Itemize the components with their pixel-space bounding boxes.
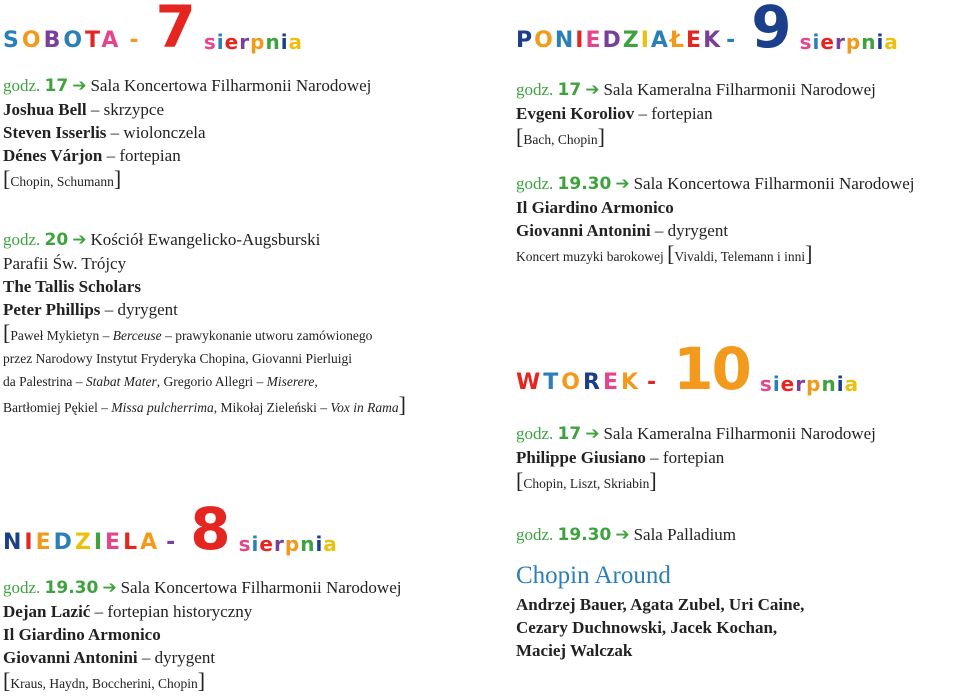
heading-letter: p [250,30,266,54]
performer-name: The Tallis Scholars [3,277,141,296]
heading-letter: Z [622,28,641,53]
heading-letter: i [876,30,885,54]
program-text: , Mikołaj Zieleński – [213,400,327,415]
event-mon-1930: godz. 19.30 ➔ Sala Koncertowa Filharmonii Narodowej Il Giardino Armonico Giovanni Antonini – dyrygent Koncert muzyki barokowej [Vivaldi, Telemann i inni] [516,174,915,266]
heading-letter: Ł [669,28,687,53]
performer-role: – skrzypce [90,100,165,119]
performer-name: Il Giardino Armonico [516,198,674,217]
month-name [800,32,899,56]
heading-letter: D [602,28,623,53]
heading-letter: S [3,28,22,53]
venue: Sala Palladium [633,525,737,544]
heading-letter: E [585,28,603,53]
time-prefix: godz. [516,174,554,193]
venue: Sala Koncertowa Filharmonii Narodowej [120,578,402,597]
heading-letter: I [640,28,651,53]
heading-letter: n [300,532,316,556]
event-time: 20 [44,230,69,250]
time-prefix: godz. [3,578,41,597]
heading-letter: K [620,370,642,395]
heading-letter: I [24,530,36,555]
month-name [239,534,338,558]
heading-letter: e [259,532,274,556]
time-prefix: godz. [516,80,554,99]
heading-letter: - [647,370,660,395]
heading-letter: - [726,28,738,53]
program-text: Koncert muzyki barokowej [516,249,664,264]
work-title: Stabat Mater [85,374,157,389]
event-sun-1930: godz. 19.30 ➔ Sala Koncertowa Filharmonii Narodowej Dejan Lazić – fortepian historyczny Il Giardino Armonico Giovanni Antonini – dyrygent [Kraus, Haydn, Boccherini, Chopin] [3,578,402,693]
heading-letter: s [799,30,813,54]
saturday-section [3,0,406,419]
month-name [204,32,303,56]
heading-letter: W [516,370,544,395]
performer-name: Giovanni Antonini [3,648,138,667]
heading-letter: i [836,372,845,396]
day-heading-sunday [3,495,401,563]
tuesday-section [516,335,876,662]
heading-letter: O [21,28,44,53]
heading-letter: E [105,530,124,555]
heading-letter: T [543,370,562,395]
day-name [516,372,659,398]
heading-letter: e [780,372,796,396]
heading-letter: s [759,372,773,396]
heading-letter: i [812,30,821,54]
performer-name: Dejan Lazić [3,602,91,621]
heading-letter: i [216,30,225,54]
heading-letter: D [53,530,75,555]
time-prefix: godz. [516,525,554,544]
day-heading-tuesday [516,335,876,403]
performer-role: – dyrygent [654,221,729,240]
event-time: 17 [557,424,582,444]
heading-letter: B [43,28,64,53]
arrow-icon: ➔ [585,424,600,444]
heading-letter: s [203,30,217,54]
arrow-icon: ➔ [615,174,630,194]
arrow-icon: ➔ [72,76,87,96]
performer-name: Peter Phillips [3,300,101,319]
venue: Sala Koncertowa Filharmonii Narodowej [90,76,372,95]
heading-letter: a [323,532,338,556]
heading-letter: r [834,30,846,54]
heading-letter: r [239,30,251,54]
performer-name: Evgeni Koroliov [516,104,635,123]
performer-role: – dyrygent [104,300,178,319]
event-time: 17 [557,80,582,100]
performer-role: – wiolonczela [110,123,206,142]
arrow-icon: ➔ [585,80,600,100]
heading-letter: T [85,28,102,53]
performer-names: Maciej Walczak [516,641,633,660]
program: Chopin, Liszt, Skriabin [523,476,650,491]
heading-letter: O [63,28,86,53]
heading-letter: i [315,532,324,556]
performer-role: – fortepian historyczny [94,602,253,621]
time-prefix: godz. [516,424,554,443]
program: Chopin, Schumann [10,174,114,189]
work-title: Berceuse [112,328,162,343]
event-mon-17: godz. 17 ➔ Sala Kameralna Filharmonii Narodowej Evgeni Koroliov – fortepian [Bach, Chopin] [516,80,876,149]
heading-letter: N [3,530,25,555]
arrow-icon: ➔ [72,230,87,250]
event-time: 19.30 [557,174,612,194]
heading-letter: I [93,530,106,555]
heading-letter: R [583,370,603,395]
event-time: 19.30 [557,525,612,545]
day-number: 7 [155,0,194,61]
work-title: Vox in Rama [330,400,399,415]
work-title: Miserere [266,374,315,389]
time-prefix: godz. [3,230,41,249]
event-tue-17: godz. 17 ➔ Sala Kameralna Filharmonii Narodowej Philippe Giusiano – fortepian [Chopin, Liszt, Skriabin] [516,424,876,493]
heading-letter: A [101,28,122,53]
day-number: 10 [673,335,750,403]
program-text: da Palestrina – [3,374,83,389]
time-prefix: godz. [3,76,41,95]
sunday-section [3,495,402,695]
event-title: Chopin Around [516,562,671,589]
day-number: 8 [190,495,229,563]
arrow-icon: ➔ [615,525,630,545]
venue: Sala Koncertowa Filharmonii Narodowej [633,174,915,193]
heading-letter: L [123,530,141,555]
heading-letter: I [575,28,586,53]
heading-letter: Z [74,530,94,555]
heading-letter: E [35,530,54,555]
event-time: 19.30 [44,578,99,598]
heading-letter: n [265,30,281,54]
performer-role: – fortepian [650,448,725,467]
performer-name: Joshua Bell [3,100,87,119]
venue: Kościół Ewangelicko-Augsburski [90,230,321,249]
heading-letter: E [602,370,621,395]
heading-letter: e [820,30,835,54]
heading-letter: p [845,30,862,54]
heading-letter: O [534,28,555,53]
heading-letter: P [516,28,535,53]
heading-letter: K [703,28,723,53]
performer-names: Andrzej Bauer, Agata Zubel, Uri Caine, [516,595,805,614]
program-text: – prawykonanie utworu zamówionego [165,328,373,343]
month-name [760,374,859,398]
performer-name: Dénes Várjon [3,146,103,165]
heading-letter: a [844,372,860,396]
performer-name: Steven Isserlis [3,123,107,142]
arrow-icon: ➔ [102,578,117,598]
program: Vivaldi, Telemann i inni [674,249,806,264]
heading-letter: i [251,532,260,556]
performer-names: Cezary Duchnowski, Jacek Kochan, [516,618,778,637]
heading-letter: - [166,530,179,555]
venue: Sala Kameralna Filharmonii Narodowej [603,80,876,99]
day-number: 9 [751,0,790,61]
event-sat-17: godz. 17 ➔ Sala Koncertowa Filharmonii Narodowej Joshua Bell – skrzypce Steven Isserlis – wiolonczela Dénes Várjon – fortepian [Chopin, Schumann] [3,76,372,191]
day-heading-monday [516,0,914,61]
work-title: Missa pulcherrima [111,400,214,415]
heading-letter: - [129,28,142,53]
program-text: Paweł Mykietyn – [10,328,110,343]
performer-name: Giovanni Antonini [516,221,651,240]
heading-letter: a [288,30,304,54]
day-heading-saturday [3,0,406,61]
heading-letter: p [284,532,301,556]
heading-letter: n [861,30,877,54]
heading-letter: A [650,28,670,53]
program-text: Bartłomiej Pękiel – [3,400,108,415]
heading-letter: A [140,530,161,555]
event-time: 17 [44,76,69,96]
heading-letter: a [884,30,899,54]
heading-letter: n [821,372,837,396]
heading-letter: O [561,370,583,395]
program-text: przez Narodowy Instytut Fryderyka Chopina, Giovanni Pierluigi [3,351,353,366]
heading-letter: e [224,30,240,54]
performer-role: – dyrygent [141,648,216,667]
heading-letter: r [795,372,807,396]
day-name [3,532,178,558]
day-name [516,30,737,56]
performer-role: – fortepian [106,146,181,165]
event-sat-20: godz. 20 ➔ Kościół Ewangelicko-Augsburski Parafii Św. Trójcy The Tallis Scholars Peter Phillips – dyrygent [Paweł Mykietyn – Berceuse – prawykonanie utworu zamówionego przez Narodowy Instytut Fryderyka Chopina, Giovanni Pierluigi da Palestrina – Stabat Mater, Gregorio Allegri – Miserere, Bartłomiej Pękiel – Missa pulcherrima, Mikołaj Zieleński – Vox in Rama] [3,230,406,417]
program: Kraus, Haydn, Boccherini, Chopin [10,676,198,691]
venue-line-2: Parafii Św. Trójcy [3,254,127,273]
heading-letter: s [238,532,252,556]
heading-letter: E [686,28,704,53]
performer-name: Philippe Giusiano [516,448,646,467]
program-text: , Gregorio Allegri – [156,374,264,389]
day-name [3,30,142,56]
heading-letter: N [554,28,576,53]
venue: Sala Kameralna Filharmonii Narodowej [603,424,876,443]
monday-section [516,0,914,268]
heading-letter: i [772,372,781,396]
event-tue-1930 [516,523,876,662]
program: Bach, Chopin [523,132,598,147]
performer-name: Il Giardino Armonico [3,625,161,644]
heading-letter: i [280,30,289,54]
heading-letter: r [273,532,285,556]
heading-letter: p [806,372,822,396]
performer-role: – fortepian [638,104,713,123]
